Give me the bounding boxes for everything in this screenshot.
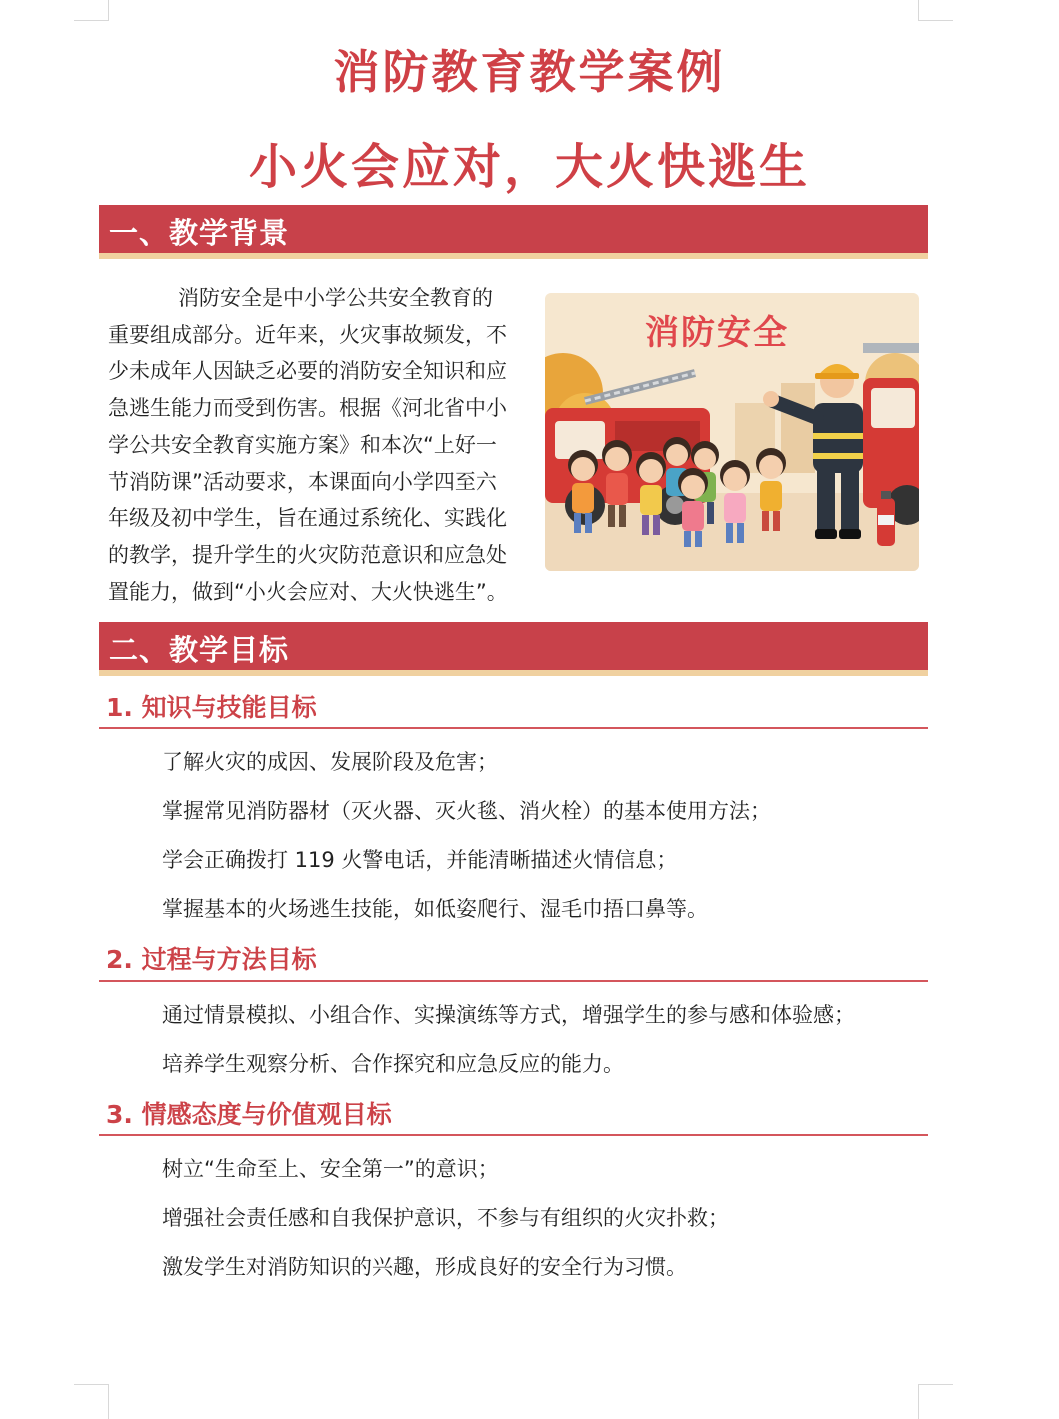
list-item: 掌握基本的火场逃生技能，如低姿爬行、湿毛巾捂口鼻等。 [162,897,708,921]
list-item: 学会正确拨打 119 火警电话，并能清晰描述火情信息； [162,848,678,872]
goal-divider [99,727,928,729]
crop-mark-top-left [74,0,109,21]
list-item: 树立“生命至上、安全第一”的意识； [162,1157,499,1181]
document-subtitle: 小火会应对，大火快逃生 [248,139,810,195]
section-bar-goals [99,622,928,676]
list-item: 增强社会责任感和自我保护意识，不参与有组织的火灾扑救； [162,1206,729,1230]
goal-heading-knowledge: 1. 知识与技能目标 [106,693,317,722]
section-bar-background [99,205,928,259]
list-item: 培养学生观察分析、合作探究和应急反应的能力。 [162,1052,624,1076]
goal-divider [99,980,928,982]
list-item: 了解火灾的成因、发展阶段及危害； [162,750,498,774]
goal-heading-process: 2. 过程与方法目标 [106,945,317,974]
crop-mark-bottom-left [74,1384,109,1419]
crop-mark-bottom-right [918,1384,953,1419]
fire-safety-illustration [545,293,919,571]
section-heading: 二、教学目标 [109,633,290,667]
document-title: 消防教育教学案例 [333,45,726,99]
goal-divider [99,1134,928,1136]
goal-heading-values: 3. 情感态度与价值观目标 [106,1100,392,1129]
background-text: 消防安全是中小学公共安全教育的重要组成部分。近年来，火灾事故频发，不少未成年人因缺乏必要的消防安全知识和应急逃生能力而受到伤害。根据《河北省中小学公共安全教育实施方案》和本次“上好一节消防课”活动要求，本课面向小学四至六年级及初中学生，旨在通过系统化、实践化的教学，提升学生的火灾防范意识和应急处置能力，做到“小火会应对、大火快逃生”。 [108,286,508,604]
illustration-title: 消防安全 [645,313,789,353]
list-item: 通过情景模拟、小组合作、实操演练等方式，增强学生的参与感和体验感； [162,1003,855,1027]
list-item: 激发学生对消防知识的兴趣，形成良好的安全行为习惯。 [162,1255,687,1279]
section-heading: 一、教学背景 [109,216,290,250]
crop-mark-top-right [918,0,953,21]
list-item: 掌握常见消防器材（灭火器、灭火毯、消火栓）的基本使用方法； [162,799,771,823]
